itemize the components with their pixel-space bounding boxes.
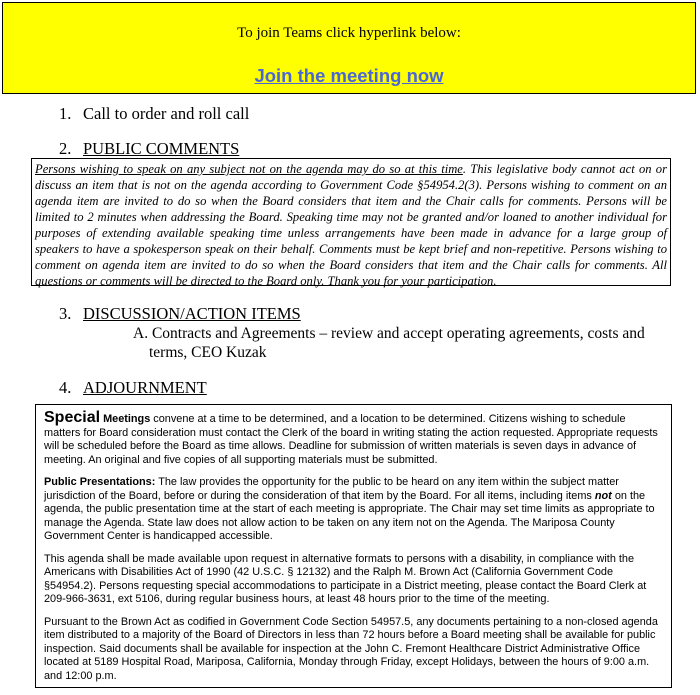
pp-text-a: The law provides the opportunity for the public to be heard on any item within the subject matter jurisdiction of the Board, before or during the consideration of that item by the Board. For all items, including items bbox=[44, 476, 619, 502]
teams-banner bbox=[2, 2, 696, 94]
discussion-subitem bbox=[133, 324, 673, 362]
public-comments-box bbox=[31, 158, 671, 286]
special-word: Special bbox=[44, 409, 101, 426]
agenda-item-1 bbox=[59, 104, 249, 124]
item-title: PUBLIC COMMENTS bbox=[83, 139, 240, 158]
item-title: DISCUSSION/ACTION ITEMS bbox=[83, 304, 301, 323]
subitem-line-1: A. Contracts and Agreements – review and accept operating agreements, costs and bbox=[133, 325, 645, 342]
agenda-item-2 bbox=[59, 139, 239, 159]
special-meetings-paragraph bbox=[44, 411, 663, 467]
meetings-word: Meetings bbox=[103, 413, 151, 425]
public-presentations-paragraph bbox=[44, 476, 663, 544]
join-meeting-link[interactable]: Join the meeting now bbox=[254, 65, 444, 86]
brown-act-paragraph: Pursuant to the Brown Act as codified in Government Code Section 54957.5, any documents pertaining to a non-closed agenda item distributed to a majority of the Board of Directors in less than 72 hours before a Board meeting shall be available for public inspection. Said documents shall be available for inspection at the John C. Fremont Healthcare District Administrative Office located at 5189 Hospital Road, Mariposa, California, Monday through Friday, except Holidays, between the hours of 9:00 a.m. and 12:00 p.m. bbox=[44, 615, 658, 682]
pp-text-b: on the agenda, the public presentation time at the start of each meeting is appropriate. The Chair may set time limits as appropriate to manage the Agenda. State law does not allow action to be taken on any item not on the Agenda. The Mariposa County Government Center is handicapped accessible. bbox=[44, 489, 655, 542]
teams-instruction: To join Teams click hyperlink below: bbox=[237, 25, 461, 41]
ada-paragraph: This agenda shall be made available upon request in alternative formats to persons with a disability, in compliance with the Americans with Disabilities Act of 1990 (42 U.S.C. § 12132) and the Ralph M. Brown Act (California Government Code §54954.2). Persons requesting special accommodations to participate in a District meeting, please contact the Board Clerk at 209-966-3631, ext 5106, during regular business hours, at least 48 hours prior to the time of the meeting. bbox=[44, 552, 647, 605]
public-comments-body: . This legislative body cannot act on or discuss an item that is not on the agenda according to Government Code §54954.2(3). Persons wishing to comment on an agenda item are invited to do so when the Board considers that item and the Chair calls for comments. Persons will be limited to 2 minutes when addressing the Board. Speaking time may not be granted and/or loaned to another individual for purposes of extending available speaking time unless arrangements have been made in advance for a large group of speakers to have a spokesperson speak on their behalf. Comments must be kept brief and non-repetitive. Persons wishing to comment on agenda item are invited to do so when the Board considers that item and the Chair calls for comments. All questions or comments will be directed to the Board only. Thank you for your participation. bbox=[35, 162, 667, 288]
subitem-line-2: terms, CEO Kuzak bbox=[149, 344, 267, 361]
public-comments-lead: Persons wishing to speak on any subject not on the agenda may do so at this time bbox=[35, 162, 463, 176]
item-number: 2. bbox=[59, 139, 72, 158]
pp-not: not bbox=[594, 489, 612, 502]
agenda-item-3 bbox=[59, 304, 301, 324]
agenda-item-4 bbox=[59, 378, 207, 398]
pp-label: Public Presentations: bbox=[44, 476, 156, 488]
item-title: ADJOURNMENT bbox=[83, 378, 207, 397]
special-text: convene at a time to be determined, and a location to be determined. Citizens wishing to schedule matters for Board consideration must contact the Clerk of the board in writing stating the action requested. Appropriate requests will be scheduled before the Board as time allows. Deadline for submission of written materials is seven days in advance of meeting. An original and five copies of all supporting materials must be submitted. bbox=[44, 413, 658, 466]
meeting-notice-box bbox=[35, 404, 672, 688]
item-number: 3. bbox=[59, 304, 72, 323]
item-title: Call to order and roll call bbox=[83, 104, 250, 123]
item-number: 1. bbox=[59, 104, 72, 123]
item-number: 4. bbox=[59, 378, 72, 397]
